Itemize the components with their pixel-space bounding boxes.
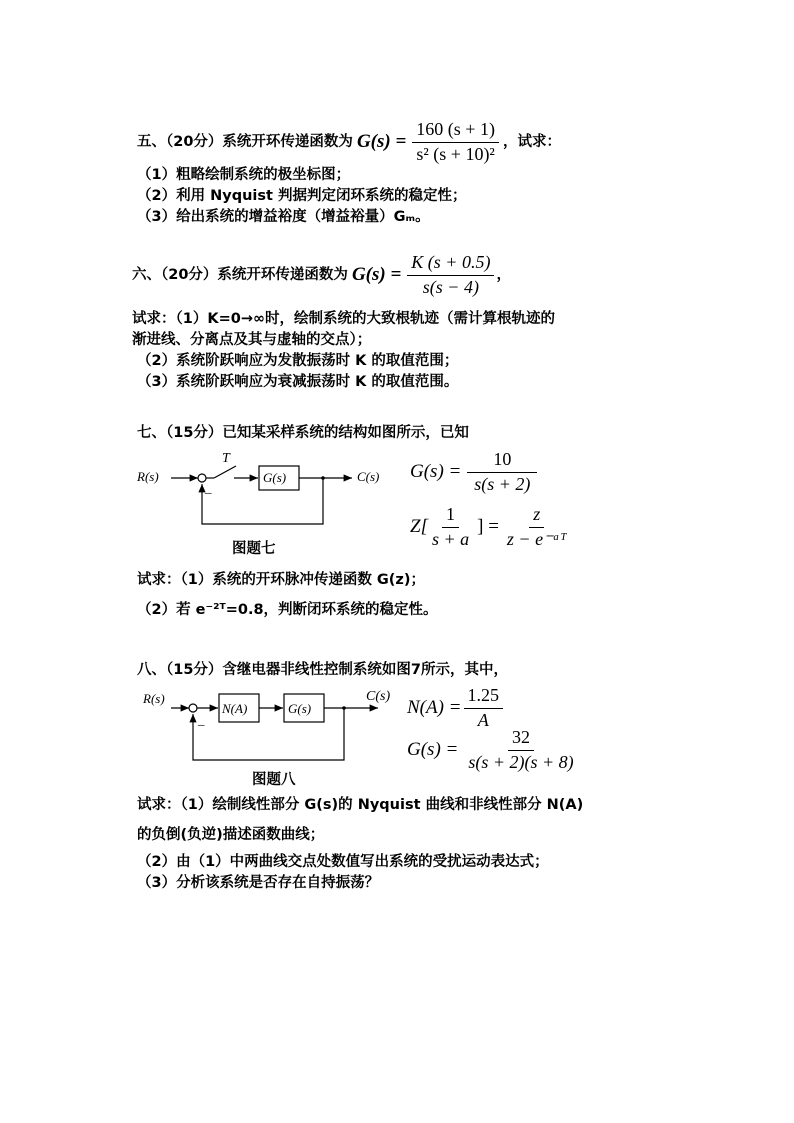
q8-block1-label: N(A) <box>222 701 248 716</box>
q6-g-numerator: K (s + 0.5) <box>407 253 494 276</box>
q6-g-denominator: s(s − 4) <box>422 276 479 297</box>
q6-line-3: （2）系统阶跃响应为发散振荡时 K 的取值范围； <box>137 353 459 369</box>
q6-g-lhs: G(s) = <box>351 264 402 286</box>
q8-output-label: C(s) <box>366 689 391 704</box>
q7-input-label: R(s) <box>137 469 159 484</box>
q7-z-transform <box>410 505 571 550</box>
q7-z-fraction <box>428 505 473 550</box>
q7-g-fraction <box>467 450 537 495</box>
q7-g-equation <box>410 450 537 495</box>
q8-summing-junction <box>189 704 197 712</box>
q7-g-numerator: 10 <box>467 450 537 473</box>
q7-z-result-denominator: z − e⁻ᵃᵀ <box>506 528 567 549</box>
q7-line-1: 试求：（1）系统的开环脉冲传递函数 G(z)； <box>137 572 425 588</box>
q7-switch-label: T <box>222 451 230 466</box>
q6-line-1: 试求：（1）K=0→∞时，绘制系统的大致根轨迹（需计算根轨迹的 <box>132 311 556 327</box>
q6-title: 六、（20分）系统开环传递函数为 <box>132 267 348 284</box>
q7-z-numerator: 1 <box>442 505 459 528</box>
q8-input-label: R(s) <box>143 691 165 706</box>
q8-caption: 图题八 <box>252 772 296 788</box>
q5-title: 五、（20分）系统开环传递函数为 <box>137 134 353 151</box>
q8-g-equation <box>407 728 578 773</box>
q8-g-fraction <box>464 728 577 773</box>
q5-item-3: （3）给出系统的增益裕度（增益裕量）Gₘ。 <box>137 209 430 225</box>
q7-minus-sign: _ <box>205 480 212 495</box>
q7-sampler-switch <box>214 466 236 478</box>
q7-block-label: G(s) <box>263 470 287 485</box>
q8-g-lhs: G(s) = <box>407 739 459 761</box>
q8-n-denominator: A <box>477 709 489 730</box>
q7-caption: 图题七 <box>232 541 276 557</box>
q8-n-fraction <box>464 686 504 731</box>
q7-line-2: （2）若 e⁻²ᵀ=0.8，判断闭环系统的稳定性。 <box>137 602 438 618</box>
q8-title: 八、（15分）含继电器非线性控制系统如图7所示，其中， <box>137 662 509 678</box>
q7-z-result <box>503 505 571 550</box>
q8-line-1: 试求：（1）绘制线性部分 G(s)的 Nyquist 曲线和非线性部分 N(A) <box>137 797 584 813</box>
q5-g-numerator: 160 (s + 1) <box>412 120 499 143</box>
q7-g-denominator: s(s + 2) <box>474 473 531 494</box>
q8-g-denominator: s(s + 2)(s + 8) <box>468 751 574 772</box>
q8-line-4: （3）分析该系统是否存在自持振荡？ <box>137 875 380 891</box>
q7-z-denominator: s + a <box>431 528 470 549</box>
q8-block2-label: G(s) <box>288 701 312 716</box>
q5-item-2: （2）利用 Nyquist 判据判定闭环系统的稳定性； <box>137 188 467 204</box>
q8-n-numerator: 1.25 <box>464 686 504 709</box>
q7-z-lhs: Z[ <box>410 516 428 538</box>
q5-item-1: （1）粗略绘制系统的极坐标图； <box>137 167 351 183</box>
q6-tail: ， <box>496 267 511 284</box>
q8-g-numerator: 32 <box>508 728 534 751</box>
q8-n-lhs: N(A) = <box>407 697 462 719</box>
q5-g-denominator: s² (s + 10)² <box>416 143 495 164</box>
q8-line-2: 的负倒(负逆)描述函数曲线； <box>137 827 325 843</box>
q5-g-lhs: G(s) = <box>356 131 407 153</box>
q7-output-label: C(s) <box>357 469 380 484</box>
q5-tail: ，试求： <box>502 134 561 151</box>
q7-g-lhs: G(s) = <box>410 461 462 483</box>
q6-line-2: 渐进线、分离点及其与虚轴的交点）； <box>132 332 372 348</box>
q8-minus-sign: _ <box>198 712 205 727</box>
q8-line-3: （2）由（1）中两曲线交点处数值写出系统的受扰运动表达式； <box>137 854 549 870</box>
q6-line-4: （3）系统阶跃响应为衰减振荡时 K 的取值范围。 <box>137 374 459 390</box>
q8-n-equation <box>407 686 503 731</box>
q7-z-result-numerator: z <box>529 505 544 528</box>
q7-title: 七、（15分）已知某采样系统的结构如图所示，已知 <box>137 425 469 441</box>
q7-z-mid: ] = <box>477 516 499 538</box>
